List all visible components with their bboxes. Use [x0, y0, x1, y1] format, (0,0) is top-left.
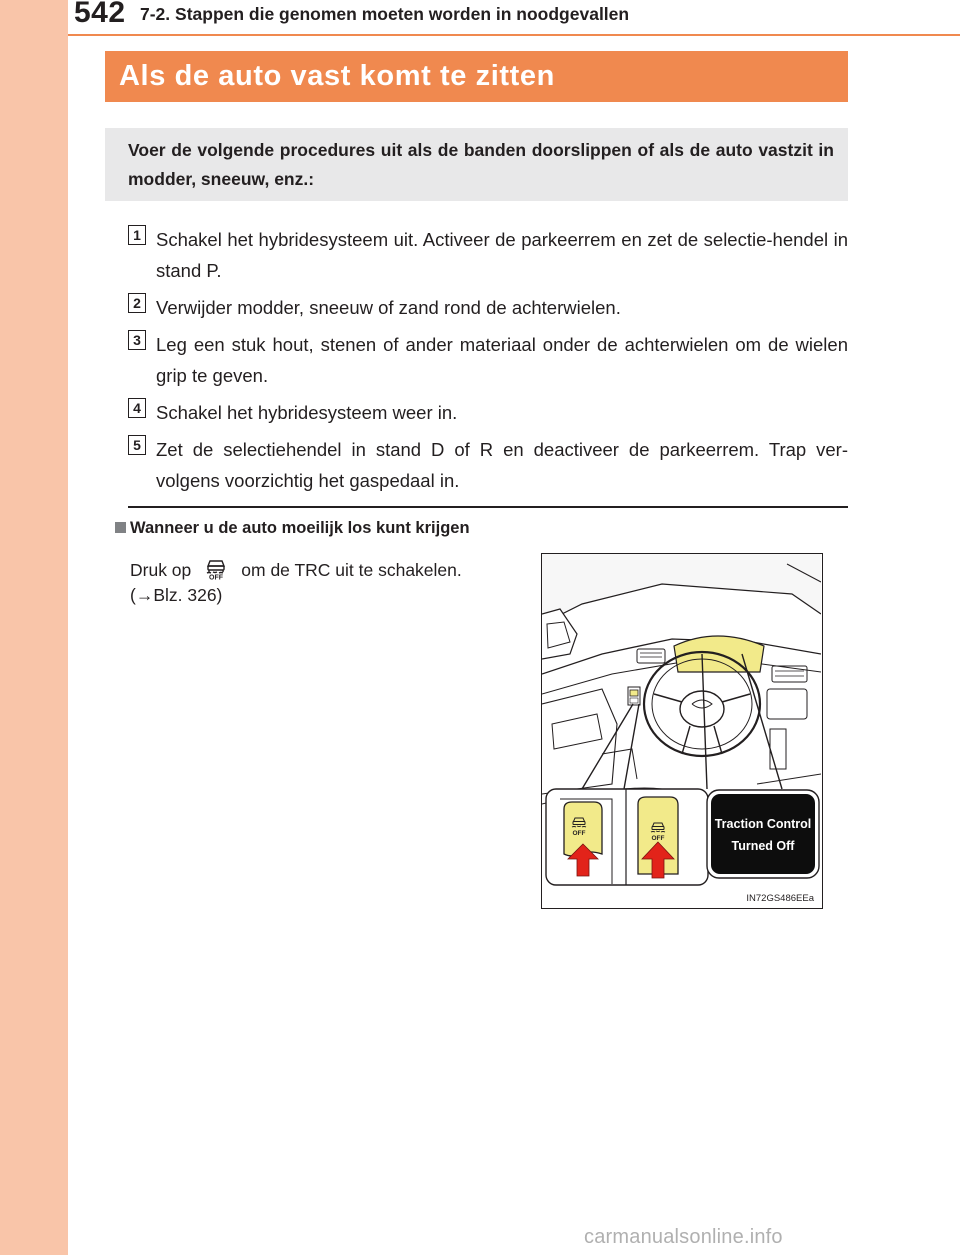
bullet-square-icon [115, 522, 126, 533]
step-text: Verwijder modder, sneeuw of zand rond de achterwielen. [156, 297, 621, 318]
section-divider [128, 506, 848, 508]
running-head: 7-2. Stappen die genomen moeten worden in noodgevallen [140, 4, 630, 24]
figure-code: IN72GS486EEa [746, 893, 814, 904]
step-number-badge: 4 [128, 398, 146, 418]
step-item [128, 397, 848, 428]
section-title: Als de auto vast komt te zitten [105, 51, 848, 102]
message-line-2: Turned Off [731, 839, 795, 853]
step-text: Leg een stuk hout, stenen of ander materiaal onder de achterwielen om de wielen grip te geven. [156, 334, 848, 386]
side-band [0, 0, 68, 1255]
watermark: carmanualsonline.info [584, 1226, 783, 1248]
trc-off-icon-label: OFF [209, 574, 224, 580]
step-number-badge: 2 [128, 293, 146, 313]
intro-box: Voer de volgende procedures uit als de banden doorslippen of als de auto vastzit in modder, sneeuw, enz.: [105, 128, 848, 201]
step-item [128, 434, 848, 496]
step-text: Schakel het hybridesysteem weer in. [156, 402, 458, 423]
page-number: 542 [74, 0, 126, 29]
step-number-badge: 5 [128, 435, 146, 455]
step-text: Schakel het hybridesysteem uit. Activeer de parkeerrem en zet de selectie-hendel in stand P. [156, 229, 848, 281]
step-item [128, 329, 848, 391]
step-number-badge: 1 [128, 225, 146, 245]
body-text-end: om de TRC uit te schakelen. [241, 560, 462, 580]
header-rule [68, 34, 960, 36]
step-item [128, 292, 848, 323]
trc-off-icon [201, 558, 231, 580]
subsection-title: Wanneer u de auto moeilijk los kunt krijgen [130, 519, 470, 537]
step-item [128, 224, 848, 286]
step-list [128, 224, 848, 502]
step-number-badge: 3 [128, 330, 146, 350]
body-text-start: Druk op [130, 560, 192, 580]
message-line-1: Traction Control [714, 817, 812, 831]
subsection-heading [115, 519, 470, 538]
button-off-label: OFF [572, 830, 586, 837]
dashboard-illustration [541, 553, 823, 909]
button-off-label: OFF [651, 835, 665, 842]
page-reference: (→Blz. 326) [130, 585, 223, 605]
subsection-body [130, 558, 520, 608]
step-text: Zet de selectiehendel in stand D of R en deactiveer de parkeerrem. Trap ver-volgens voorzichtig het gaspedaal in. [156, 439, 848, 491]
